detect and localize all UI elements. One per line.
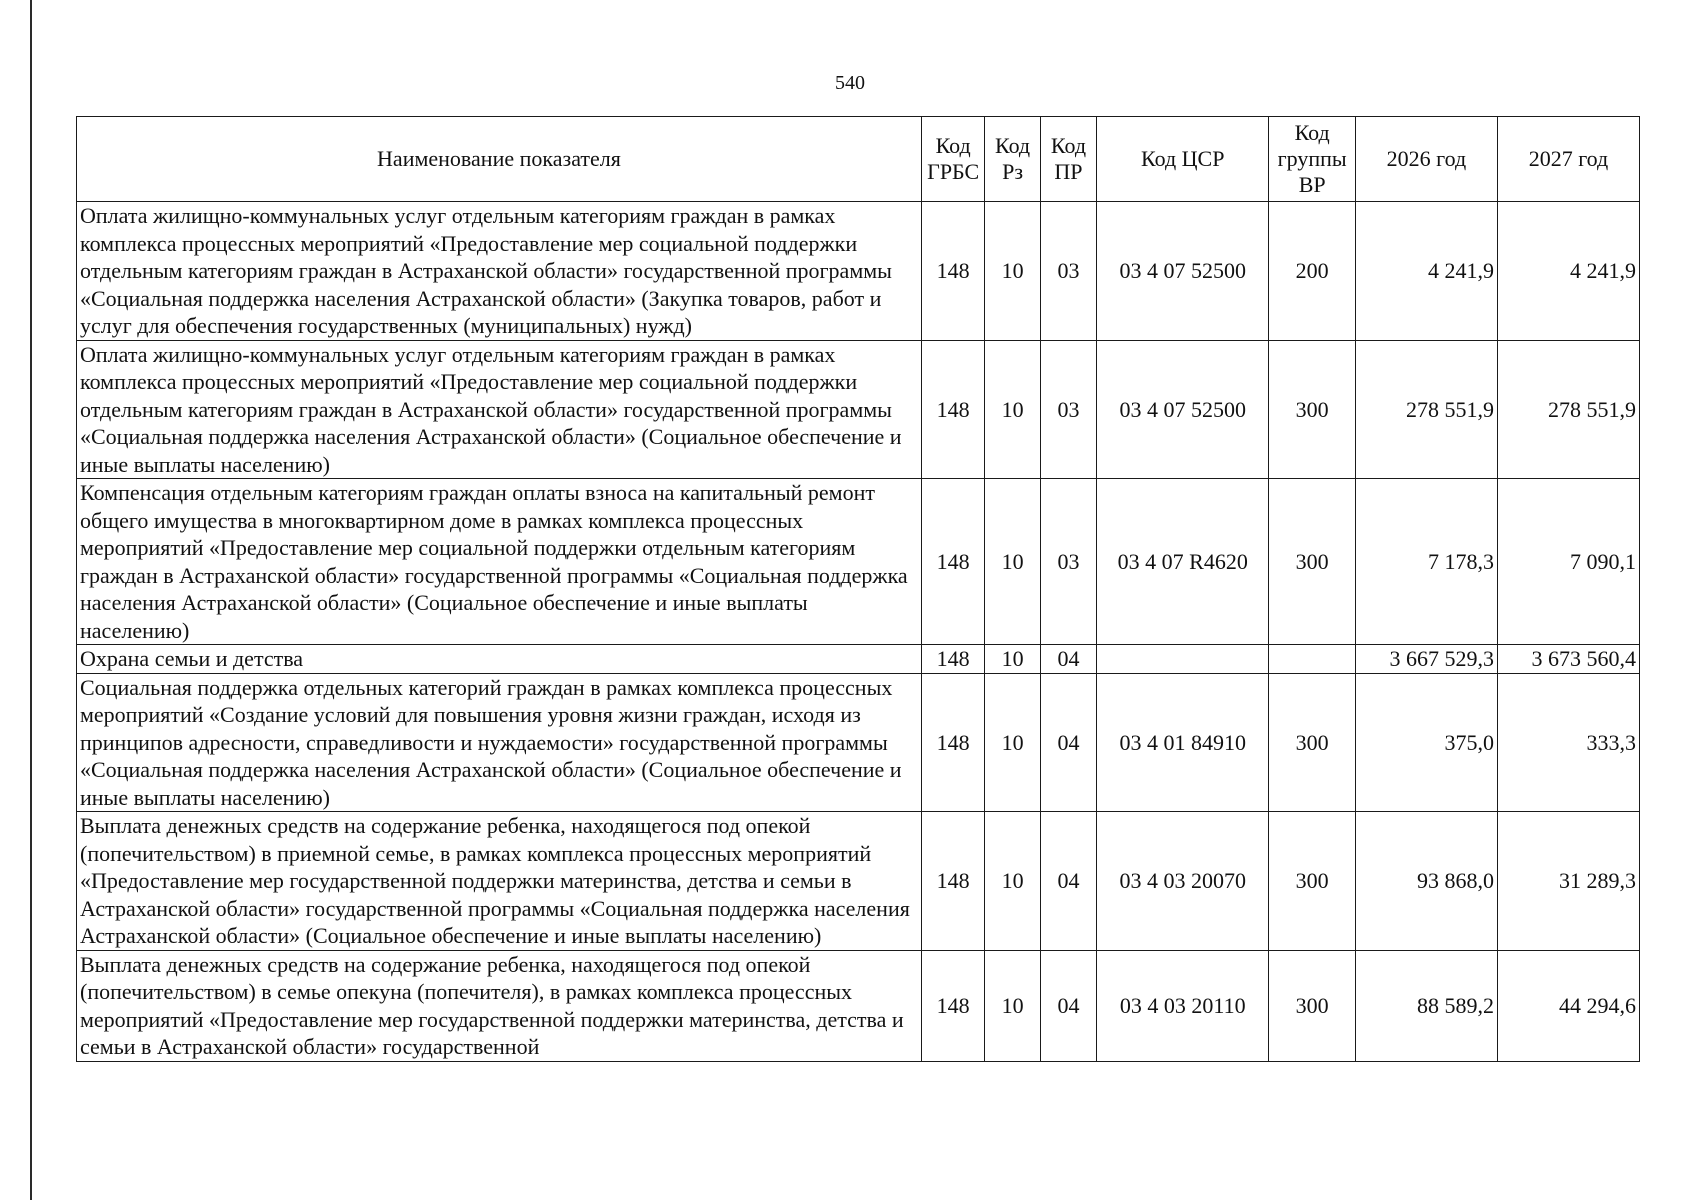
row-amount-2027: 333,3 <box>1497 673 1639 812</box>
row-grbs: 148 <box>921 645 984 674</box>
row-vr: 300 <box>1269 673 1356 812</box>
row-vr: 300 <box>1269 950 1356 1061</box>
row-vr: 300 <box>1269 340 1356 479</box>
row-csr: 03 4 03 20070 <box>1097 812 1269 951</box>
row-amount-2026: 3 667 529,3 <box>1355 645 1497 674</box>
table-row <box>77 202 1640 341</box>
row-csr: 03 4 01 84910 <box>1097 673 1269 812</box>
row-name: Компенсация отдельным категориям граждан оплаты взноса на капитальный ремонт общего имущества в многоквартирном доме в рамках комплекса процессных мероприятий «Предоставление мер социальной поддержки отдельным категориям граждан в Астраханской области» государственной программы «Социальная поддержка населения Астраханской области» (Социальное обеспечение и иные выплаты населению) <box>77 479 922 645</box>
header-pr: Код ПР <box>1040 117 1096 202</box>
table-header-row <box>77 117 1640 202</box>
row-name: Социальная поддержка отдельных категорий граждан в рамках комплекса процессных мероприятий «Создание условий для повышения уровня жизни граждан, исходя из принципов адресности, справедливости и нуждаемости» государственной программы «Социальная поддержка населения Астраханской области» (Социальное обеспечение и иные выплаты населению) <box>77 673 922 812</box>
header-grbs: Код ГРБС <box>921 117 984 202</box>
row-amount-2027: 7 090,1 <box>1497 479 1639 645</box>
row-amount-2027: 44 294,6 <box>1497 950 1639 1061</box>
row-csr: 03 4 03 20110 <box>1097 950 1269 1061</box>
table-row <box>77 340 1640 479</box>
row-name: Оплата жилищно-коммунальных услуг отдельным категориям граждан в рамках комплекса процессных мероприятий «Предоставление мер социальной поддержки отдельным категориям граждан в Астраханской области» государственной программы «Социальная поддержка населения Астраханской области» (Закупка товаров, работ и услуг для обеспечения государственных (муниципальных) нужд) <box>77 202 922 341</box>
row-name: Выплата денежных средств на содержание ребенка, находящегося под опекой (попечительством) в семье опекуна (попечителя), в рамках комплекса процессных мероприятий «Предоставление мер государственной поддержки материнства, детства и семьи в Астраханской области» государственной <box>77 950 922 1061</box>
row-pr: 04 <box>1040 812 1096 951</box>
budget-table <box>76 116 1640 1062</box>
row-rz: 10 <box>985 950 1040 1061</box>
row-csr: 03 4 07 52500 <box>1097 202 1269 341</box>
row-vr: 300 <box>1269 812 1356 951</box>
row-vr: 200 <box>1269 202 1356 341</box>
row-vr: 300 <box>1269 479 1356 645</box>
header-vr: Код группы ВР <box>1269 117 1356 202</box>
row-rz: 10 <box>985 812 1040 951</box>
row-pr: 03 <box>1040 340 1096 479</box>
row-vr <box>1269 645 1356 674</box>
row-rz: 10 <box>985 479 1040 645</box>
row-amount-2026: 375,0 <box>1355 673 1497 812</box>
table-row <box>77 950 1640 1061</box>
row-grbs: 148 <box>921 673 984 812</box>
row-amount-2027: 3 673 560,4 <box>1497 645 1639 674</box>
row-grbs: 148 <box>921 812 984 951</box>
row-pr: 04 <box>1040 645 1096 674</box>
row-pr: 03 <box>1040 479 1096 645</box>
row-grbs: 148 <box>921 950 984 1061</box>
header-year-2027: 2027 год <box>1497 117 1639 202</box>
row-rz: 10 <box>985 645 1040 674</box>
row-amount-2027: 4 241,9 <box>1497 202 1639 341</box>
header-rz: Код Рз <box>985 117 1040 202</box>
header-csr: Код ЦСР <box>1097 117 1269 202</box>
header-name: Наименование показателя <box>77 117 922 202</box>
row-amount-2027: 31 289,3 <box>1497 812 1639 951</box>
table-row <box>77 812 1640 951</box>
row-pr: 03 <box>1040 202 1096 341</box>
row-amount-2026: 4 241,9 <box>1355 202 1497 341</box>
table-row <box>77 673 1640 812</box>
row-grbs: 148 <box>921 479 984 645</box>
row-rz: 10 <box>985 202 1040 341</box>
row-amount-2026: 7 178,3 <box>1355 479 1497 645</box>
row-amount-2027: 278 551,9 <box>1497 340 1639 479</box>
header-year-2026: 2026 год <box>1355 117 1497 202</box>
row-rz: 10 <box>985 340 1040 479</box>
table-row-section <box>77 645 1640 674</box>
row-grbs: 148 <box>921 202 984 341</box>
row-name: Оплата жилищно-коммунальных услуг отдельным категориям граждан в рамках комплекса процессных мероприятий «Предоставление мер социальной поддержки отдельным категориям граждан в Астраханской области» государственной программы «Социальная поддержка населения Астраханской области» (Социальное обеспечение и иные выплаты населению) <box>77 340 922 479</box>
row-csr <box>1097 645 1269 674</box>
row-rz: 10 <box>985 673 1040 812</box>
row-name: Выплата денежных средств на содержание ребенка, находящегося под опекой (попечительством) в приемной семье, в рамках комплекса процессных мероприятий «Предоставление мер государственной поддержки материнства, детства и семьи в Астраханской области» государственной программы «Социальная поддержка населения Астраханской области» (Социальное обеспечение и иные выплаты населению) <box>77 812 922 951</box>
row-amount-2026: 93 868,0 <box>1355 812 1497 951</box>
row-csr: 03 4 07 52500 <box>1097 340 1269 479</box>
row-csr: 03 4 07 R4620 <box>1097 479 1269 645</box>
row-pr: 04 <box>1040 673 1096 812</box>
row-amount-2026: 278 551,9 <box>1355 340 1497 479</box>
table-row <box>77 479 1640 645</box>
row-amount-2026: 88 589,2 <box>1355 950 1497 1061</box>
row-pr: 04 <box>1040 950 1096 1061</box>
page-margin-rule <box>30 0 32 1200</box>
row-grbs: 148 <box>921 340 984 479</box>
row-name: Охрана семьи и детства <box>77 645 922 674</box>
page-number: 540 <box>835 72 865 94</box>
